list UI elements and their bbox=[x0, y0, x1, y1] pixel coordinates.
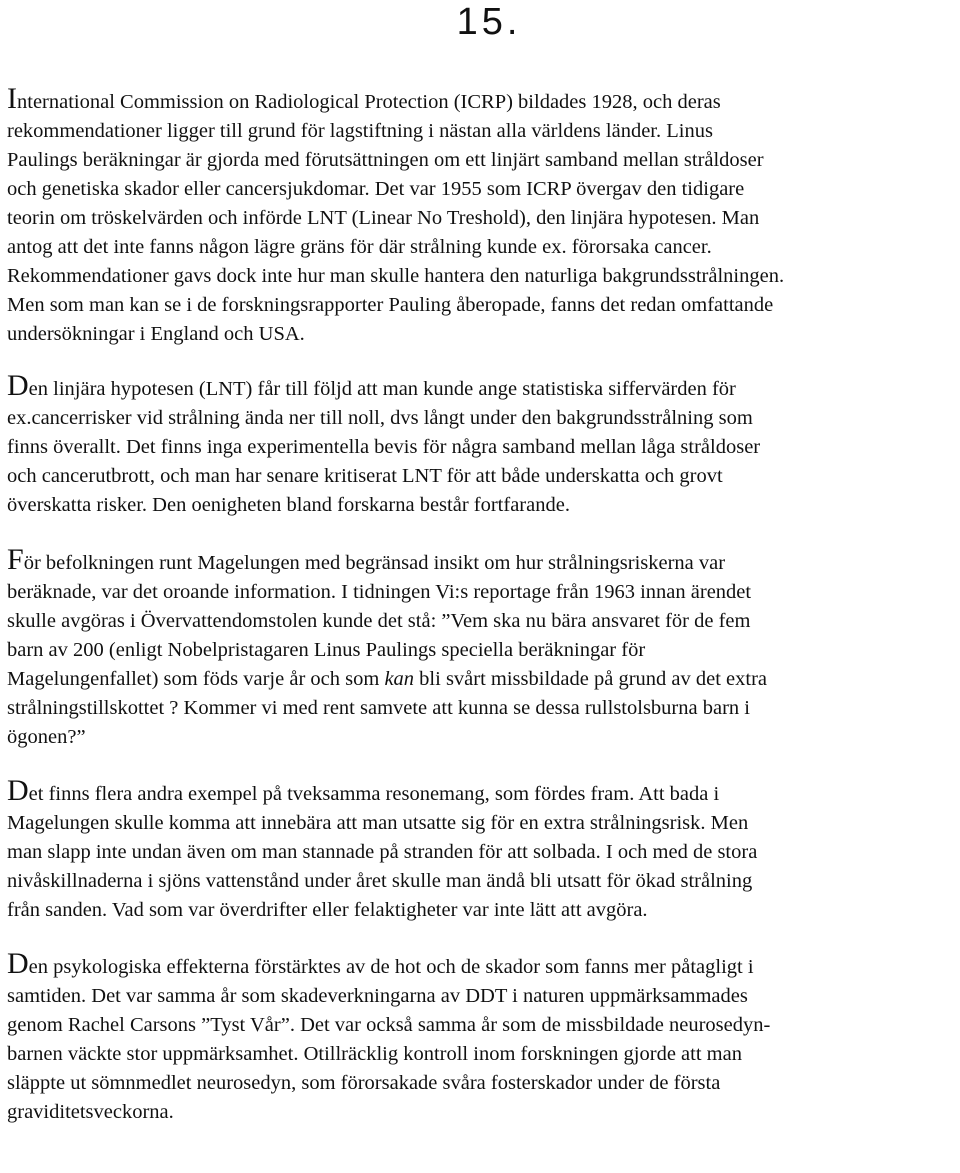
drop-initial: I bbox=[7, 82, 17, 115]
paragraph-magelungen-population bbox=[7, 543, 957, 752]
drop-initial: D bbox=[7, 369, 29, 402]
paragraph-linear-hypothesis bbox=[7, 369, 957, 520]
drop-initial: D bbox=[7, 947, 29, 980]
drop-initial: F bbox=[7, 543, 24, 576]
paragraph-text: nternational Commission on Radiological Protection (ICRP) bildades 1928, och deras rekommendationer ligger till grund för lagstiftning i nästan alla världens länder. Linus Paulings beräkningar är gjorda med förutsättningen om ett linjärt samband mellan stråldoser och genetiska skador eller cancersjukdomar. Det var 1955 som ICRP övergav den tidigare teorin om tröskelvärden och införde LNT (Linear No Treshold), den linjära hypotesen. Man antog att det inte fanns någon lägre gräns för där strålning kunde ex. förorsaka cancer. Rekommendationer gavs dock inte hur man skulle hantera den naturliga bakgrundsstrålningen. Men som man kan se i de forskningsrapporter Pauling åberopade, fanns det redan omfattande undersökningar i England och USA. bbox=[7, 91, 785, 345]
paragraph-psychological-effects bbox=[7, 947, 957, 1127]
drop-initial: D bbox=[7, 774, 29, 807]
paragraph-icrp-history bbox=[7, 82, 957, 349]
paragraph-text: et finns flera andra exempel på tveksamma resonemang, som fördes fram. Att bada i Magelungen skulle komma att innebära att man utsatte sig för en extra strålningsrisk. Men man slapp inte undan även om man stannade på stranden för att solbada. I och med de stora nivåskillnaderna i sjöns vattenstånd under året skulle man ändå bli utsatt för ökad strålning från sanden. Vad som var överdrifter eller felaktigheter var inte lätt att avgöra. bbox=[7, 783, 758, 921]
document-body bbox=[7, 82, 957, 1150]
page-number: 15. bbox=[456, 1, 522, 43]
paragraph-text: ör befolkningen runt Magelungen med begränsad insikt om hur strålningsriskerna var beräknade, var det oroande information. I tidningen Vi:s reportage från 1963 innan ärendet skulle avgöras i Övervattendomstolen kunde det stå: ”Vem ska nu bära ansvaret för de fem barn av 200 (enligt Nobelpristagaren Linus Paulings speciella beräkningar för Magelungenfallet) som föds varje år och som bbox=[7, 552, 752, 690]
paragraph-text-continued: bli svårt missbildade på grund av det extra strålningstillskottet ? Kommer vi med rent samvete att kunna se dessa rullstolsburna barn i ögonen?” bbox=[7, 668, 768, 748]
paragraph-other-examples bbox=[7, 774, 957, 925]
paragraph-text: en linjära hypotesen (LNT) får till följd att man kunde ange statistiska siffervärden för ex.cancerrisker vid strålning ända ner till noll, dvs långt under den bakgrundsstrålning som finns överallt. Det finns inga experimentella bevis för några samband mellan låga stråldoser och cancerutbrott, och man har senare kritiserat LNT för att både underskatta och grovt överskatta risker. Den oenigheten bland forskarna består fortfarande. bbox=[7, 378, 761, 516]
emphasized-word: kan bbox=[384, 668, 415, 690]
paragraph-text: en psykologiska effekterna förstärktes av de hot och de skador som fanns mer påtagligt i samtiden. Det var samma år som skadeverkningarna av DDT i naturen uppmärksammades genom Rachel Carsons ”Tyst Vår”. Det var också samma år som de missbildade neurosedyn- barnen väckte stor uppmärksamhet. Otillräcklig kontroll inom forskningen gjorde att man släppte ut sömnmedlet neurosedyn, som förorsakade svåra fosterskador under de första graviditetsveckorna. bbox=[7, 956, 771, 1123]
